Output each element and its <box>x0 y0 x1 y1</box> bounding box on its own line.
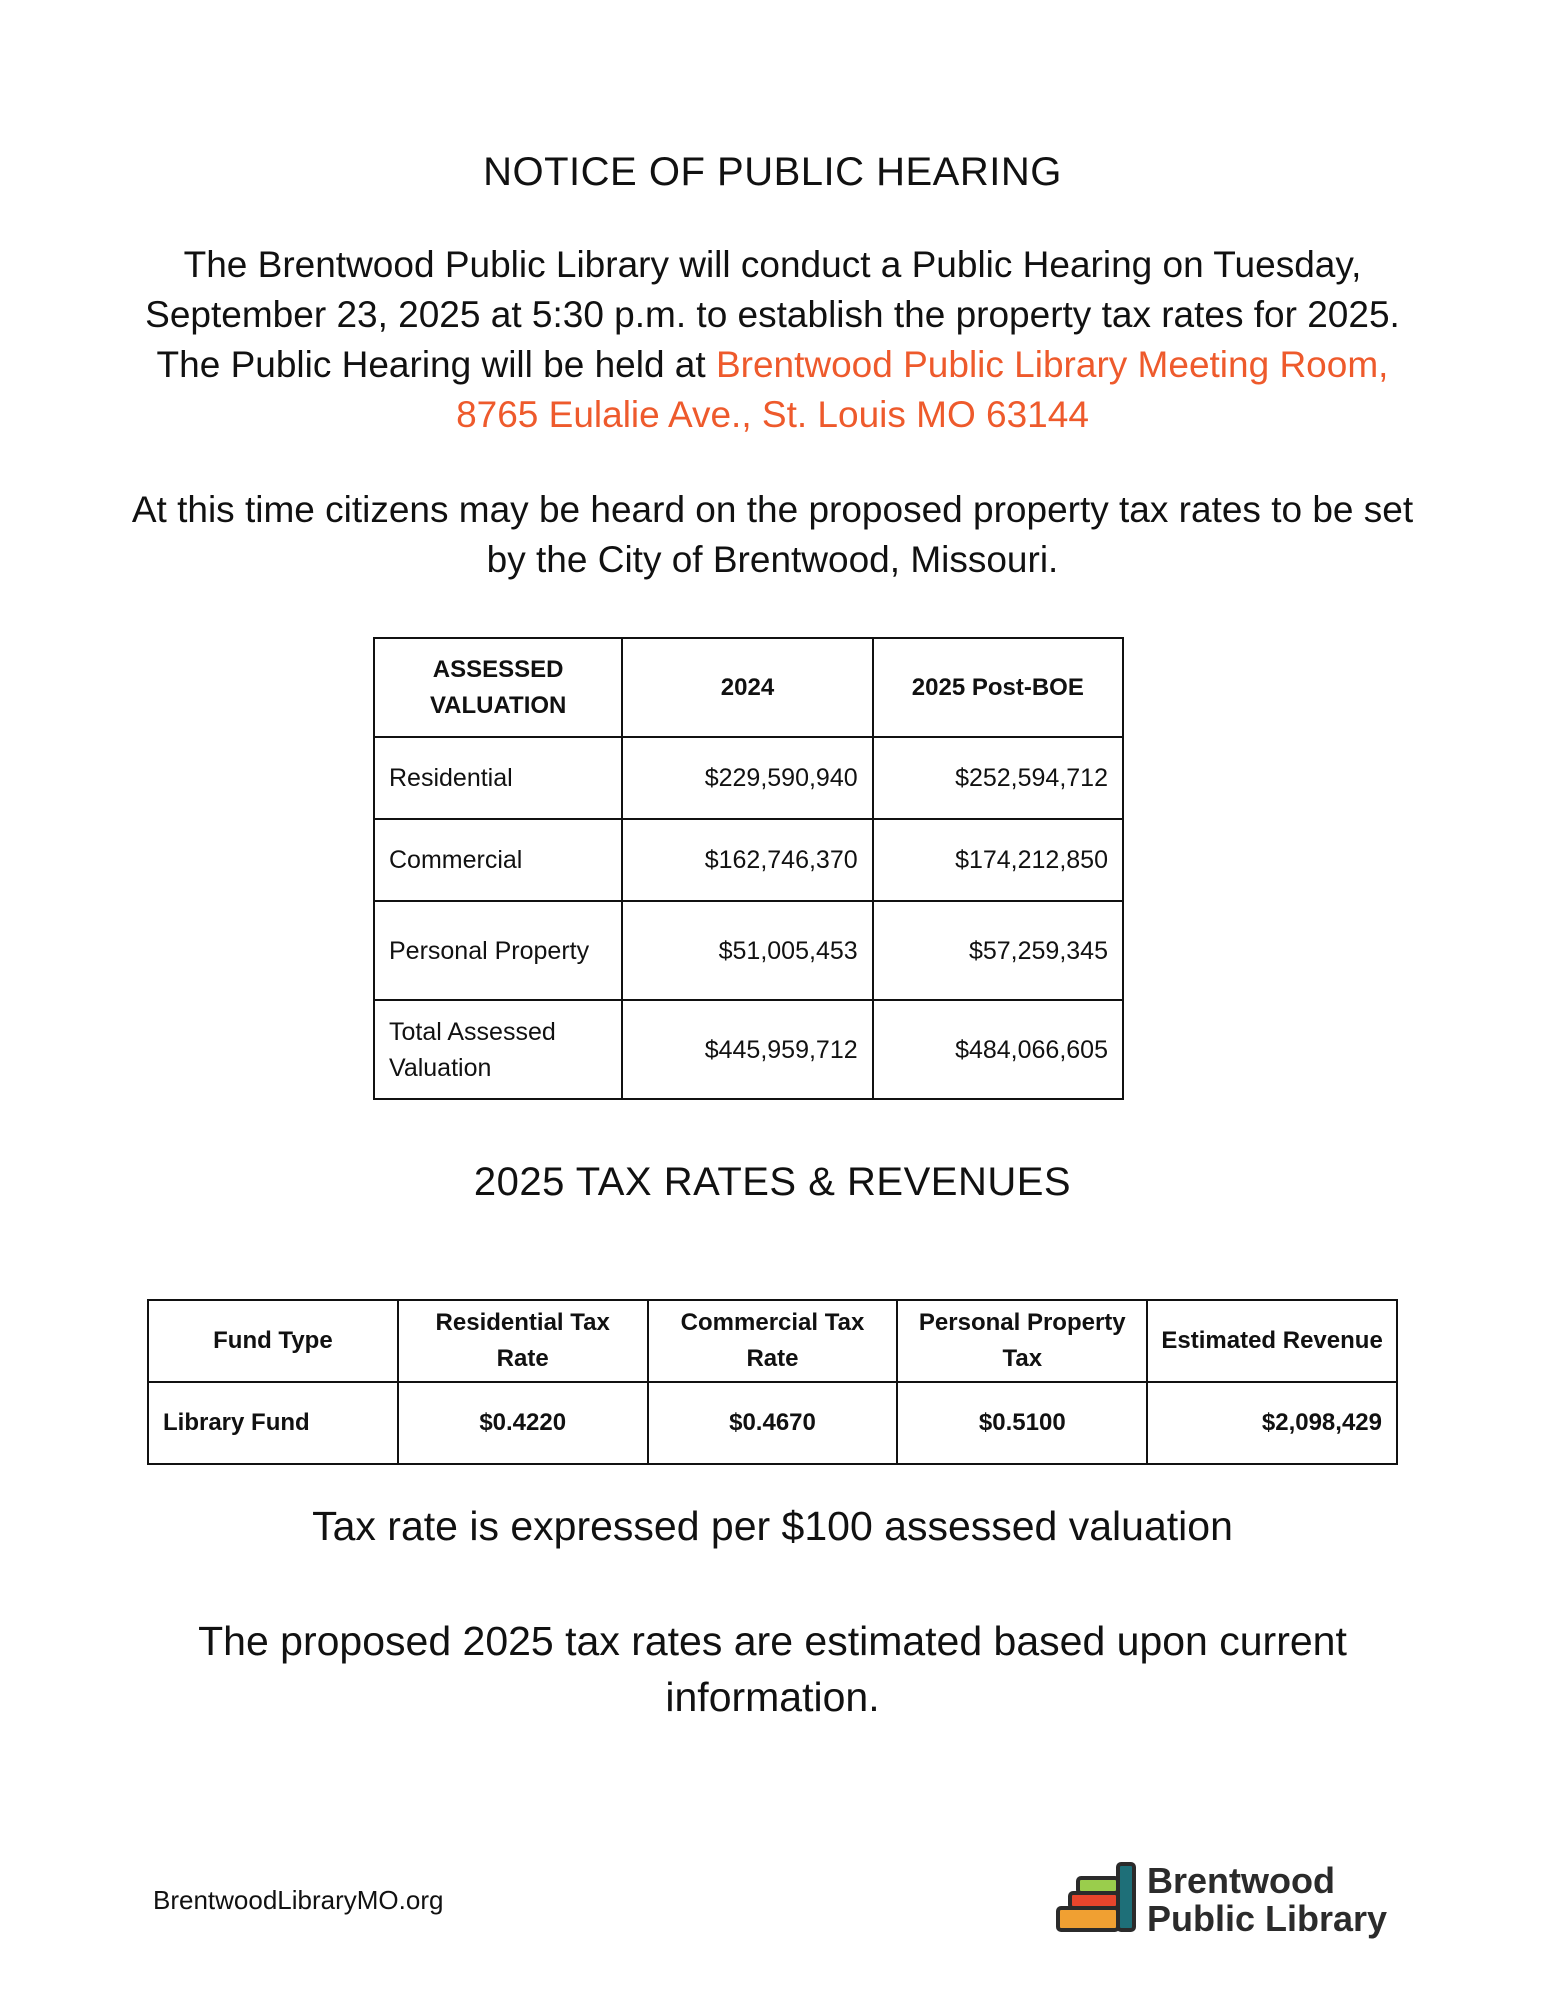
header-estimated-revenue: Estimated Revenue <box>1147 1300 1397 1382</box>
header-personal-property-tax: Personal Property Tax <box>897 1300 1147 1382</box>
estimate-note: The proposed 2025 tax rates are estimated based upon current information. <box>198 1618 1347 1720</box>
header-fund-type: Fund Type <box>148 1300 398 1382</box>
logo-line-2: Public Library <box>1147 1898 1388 1939</box>
header-commercial-tax-rate: Commercial Tax Rate <box>648 1300 898 1382</box>
intro-text: The Brentwood Public Library will conduct a Public Hearing on Tuesday, September 23, 2025 at 5:30 p.m. to establish the property tax rates for 2025. The Public Hearing will be held at <box>145 244 1400 385</box>
row-label: Personal Property <box>374 901 622 1000</box>
table-header-row <box>374 638 1123 737</box>
value-2025: $174,212,850 <box>873 819 1123 901</box>
library-logo <box>1052 1860 1397 1940</box>
value-2024: $445,959,712 <box>622 1000 872 1099</box>
row-label: Commercial <box>374 819 622 901</box>
stacked-books-icon <box>1052 1860 1142 1940</box>
citizens-paragraph: At this time citizens may be heard on the proposed property tax rates to be set by the City of Brentwood, Missouri. <box>131 489 1414 580</box>
value-2024: $229,590,940 <box>622 737 872 819</box>
table-header-row <box>148 1300 1397 1382</box>
row-label: Total Assessed Valuation <box>374 1000 622 1099</box>
table-row <box>374 1000 1123 1099</box>
logo-line-1: Brentwood <box>1147 1860 1335 1901</box>
residential-rate: $0.4220 <box>398 1382 648 1464</box>
header-2025-post-boe: 2025 Post-BOE <box>873 638 1123 737</box>
hearing-location: Brentwood Public Library Meeting Room, 8765 Eulalie Ave., St. Louis MO 63144 <box>456 344 1389 435</box>
value-2024: $162,746,370 <box>622 819 872 901</box>
personal-property-rate: $0.5100 <box>897 1382 1147 1464</box>
row-label: Residential <box>374 737 622 819</box>
table-row <box>148 1382 1397 1464</box>
value-2024: $51,005,453 <box>622 901 872 1000</box>
header-assessed-valuation: ASSESSED VALUATION <box>374 638 622 737</box>
rate-basis-note: Tax rate is expressed per $100 assessed valuation <box>312 1503 1233 1549</box>
value-2025: $484,066,605 <box>873 1000 1123 1099</box>
header-residential-tax-rate: Residential Tax Rate <box>398 1300 648 1382</box>
value-2025: $252,594,712 <box>873 737 1123 819</box>
rates-heading: 2025 TAX RATES & REVENUES <box>473 1160 1072 1204</box>
assessed-valuation-table <box>373 637 1124 1100</box>
website-url: BrentwoodLibraryMO.org <box>153 1885 444 1915</box>
commercial-rate: $0.4670 <box>648 1382 898 1464</box>
estimated-revenue: $2,098,429 <box>1147 1382 1397 1464</box>
table-row <box>374 901 1123 1000</box>
fund-name: Library Fund <box>148 1382 398 1464</box>
header-2024: 2024 <box>622 638 872 737</box>
table-row <box>374 819 1123 901</box>
tax-rates-table <box>147 1299 1398 1465</box>
value-2025: $57,259,345 <box>873 901 1123 1000</box>
intro-paragraph <box>120 240 1425 440</box>
table-row <box>374 737 1123 819</box>
page-title: NOTICE OF PUBLIC HEARING <box>483 150 1062 194</box>
